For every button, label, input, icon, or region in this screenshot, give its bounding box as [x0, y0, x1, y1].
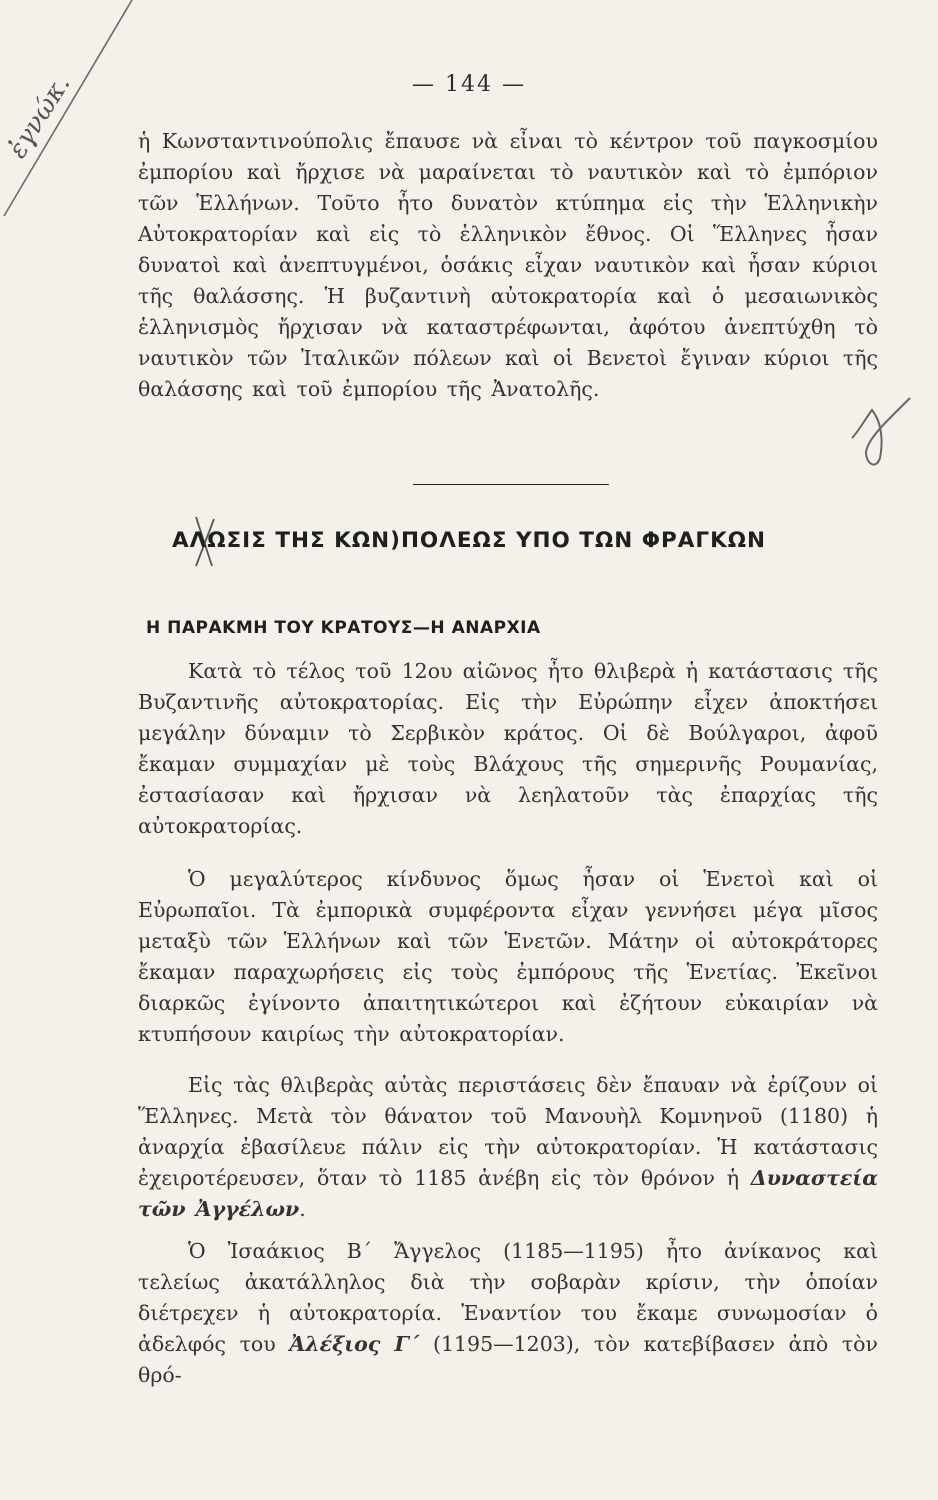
section-divider: [413, 484, 609, 485]
chapter-title: ΑΛΩΣΙΣ ΤΗΣ ΚΩΝ)ΠΟΛΕΩΣ ΥΠΟ ΤΩΝ ΦΡΑΓΚΩΝ: [171, 528, 767, 553]
paragraph-venetian-danger: Ὁ μεγαλύτερος κίνδυνος ὅμως ἦσαν οἱ Ἑνετοὶ καὶ οἱ Εὐρωπαῖοι. Τὰ ἐμπορικὰ συμφέροντα εἶχαν γεννήσει μέγα μῖσος μεταξὺ τῶν Ἑλλήνων καὶ τῶν Ἑνετῶν. Μάτην οἱ αὐτοκράτορες ἔκαμαν παραχωρήσεις εἰς τοὺς ἐμπόρους τῆς Ἑνετίας. Ἐκεῖνοι διαρκῶς ἐγίνοντο ἀπαιτητικώτεροι καὶ ἐζήτουν εὐκαιρίαν νὰ κτυπήσουν καιρίως τὴν αὐτοκρατορίαν.: [138, 867, 878, 1046]
page-number: — 144 —: [412, 72, 526, 97]
paragraph-isaac-text: Ὁ Ἰσαάκιος Β΄ Ἄγγελος (1185—1195) ἦτο ἀνίκανος καὶ τελείως ἀκατάλληλος διὰ τὴν σοβαρὰν κρίσιν, τὴν ὁποίαν διέτρεχεν ἡ αὐτοκρατορία. Ἐναντίον του ἔκαμε συνωμοσίαν ὁ ἀδελφός του: [138, 1239, 878, 1356]
paragraph-isaac-angelos: [138, 1236, 878, 1391]
check-mark-icon: [852, 398, 910, 465]
paragraph-constantinople-trade: ἡ Κωνσταντινούπολις ἔπαυσε νὰ εἶναι τὸ κέντρον τοῦ παγκοσμίου ἐμπορίου καὶ ἤρχισε νὰ μαραίνεται τὸ ναυτικὸν καὶ τὸ ἐμπόριον τῶν Ἑλλήνων. Τοῦτο ἦτο δυνατὸν κτύπημα εἰς τὴν Ἑλληνικὴν Αὐτοκρατορίαν καὶ εἰς τὸ ἑλληνικὸν ἔθνος. Οἱ Ἕλληνες ἦσαν δυνατοὶ καὶ ἀνεπτυγμένοι, ὁσάκις εἶχαν ναυτικὸν καὶ ἦσαν κύριοι τῆς θαλάσσης. Ἡ βυζαντινὴ αὐτοκρατορία καὶ ὁ μεσαιωνικὸς ἑλληνισμὸς ἤρχισαν νὰ καταστρέφωνται, ἀφότου ἀνεπτύχθη τὸ ναυτικὸν τῶν Ἰταλικῶν πόλεων καὶ οἱ Βενετοὶ ἔγιναν κύριοι τῆς θαλάσσης καὶ τοῦ ἐμπορίου τῆς Ἀνατολῆς.: [138, 129, 878, 401]
paragraph-state-decline: Κατὰ τὸ τέλος τοῦ 12ου αἰῶνος ἦτο θλιβερὰ ἡ κατάστασις τῆς Βυζαντινῆς αὐτοκρατορίας. Εἰς τὴν Εὐρώπην εἶχεν ἀποκτήσει μεγάλην δύναμιν τὸ Σερβικὸν κράτος. Οἱ δὲ Βούλγαροι, ἀφοῦ ἔκαμαν συμμαχίαν μὲ τοὺς Βλάχους τῆς σημερινῆς Ρουμανίας, ἐστασίασαν καὶ ἤρχισαν νὰ λεηλατοῦν τὰς ἐπαρχίας τῆς αὐτοκρατορίας.: [138, 659, 878, 838]
angeloi-dynasty-emphasis: Δυναστεία τῶν Ἀγγέλων: [138, 1166, 878, 1221]
alexios-emphasis: Ἀλέξιος Γ΄: [289, 1332, 420, 1356]
paragraph-isaac-continuation: (1195—1203), τὸν κατεβίβασεν ἀπὸ τὸν θρό-: [138, 1332, 878, 1387]
margin-note-text: ἐγνώκ.: [2, 69, 77, 164]
section-subtitle: Η ΠΑΡΑΚΜΗ ΤΟΥ ΚΡΑΤΟΥΣ—Η ΑΝΑΡΧΙΑ: [146, 618, 541, 638]
paragraph-anarchy: Εἰς τὰς θλιβερὰς αὐτὰς περιστάσεις δὲν ἔπαυαν νὰ ἐρίζουν οἱ Ἕλληνες. Μετὰ τὸν θάνατον τοῦ Μανουὴλ Κομνηνοῦ (1180) ἡ ἀναρχία ἐβασίλευε πάλιν εἰς τὴν αὐτοκρατορίαν. Ἡ κατάστασις ἐχειροτέρευσεν, ὅταν τὸ 1185 ἀνέβη εἰς τὸν θρόνον ἡ Δυναστεία τῶν Ἀγγέλων.: [138, 1073, 878, 1221]
paragraph-anarchy-text: Εἰς τὰς θλιβερὰς αὐτὰς περιστάσεις δὲν ἔπαυαν νὰ ἐρίζουν οἱ Ἕλληνες. Μετὰ τὸν θάνατον τοῦ Μανουὴλ Κομνηνοῦ (1180) ἡ ἀναρχία ἐβασίλευε πάλιν εἰς τὴν αὐτοκρατορίαν. Ἡ κατάστασις ἐχειροτέρευσεν, ὅταν τὸ 1185 ἀνέβη εἰς τὸν θρόνον ἡ: [138, 1073, 878, 1190]
margin-stroke-line: [4, 0, 132, 216]
